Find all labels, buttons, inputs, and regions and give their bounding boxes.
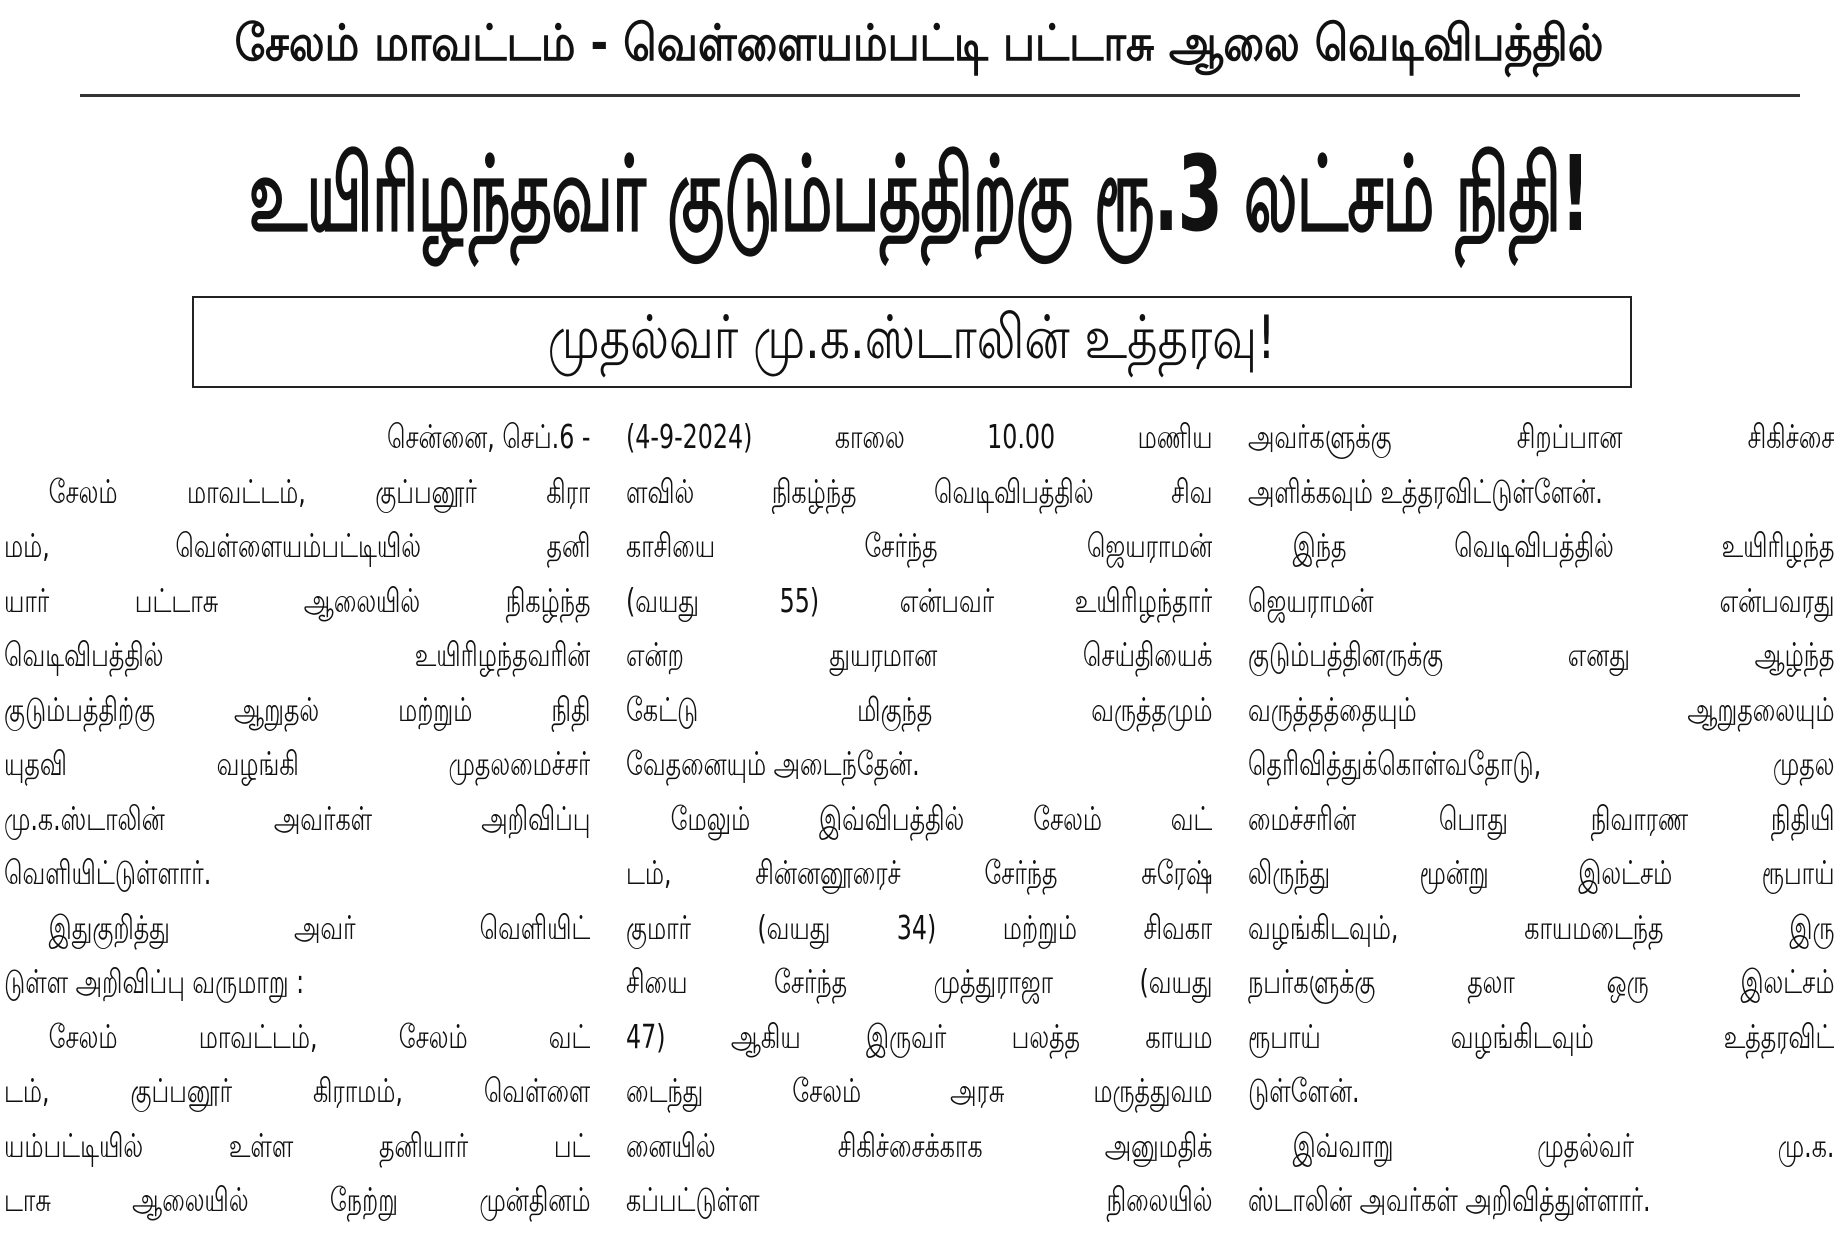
text-line: ளவில் நிகழ்ந்த வெடிவிபத்தில் சிவ xyxy=(626,471,1212,511)
text-line: என்ற துயரமான செய்தியைக் xyxy=(626,635,1212,674)
text-line: வெடிவிபத்தில் உயிரிழந்தவரின் xyxy=(4,635,590,674)
text-line: மு.க.ஸ்டாலின் அவர்கள் அறிவிப்பு xyxy=(4,798,590,838)
text-line: இவ்வாறு முதல்வர் மு.க. xyxy=(1292,1125,1834,1165)
text-line: ஜெயராமன் என்பவரது xyxy=(1248,580,1834,620)
text-line: ரூபாய் வழங்கிடவும் உத்தரவிட் xyxy=(1248,1016,1834,1056)
main-headline: உயிரிழந்தவர் குடும்பத்திற்கு ரூ.3 லட்சம் நிதி! xyxy=(248,133,1590,255)
kicker-divider xyxy=(80,94,1800,97)
text-line: வெளியிட்டுள்ளார். xyxy=(4,853,212,892)
text-line: கேட்டு மிகுந்த வருத்தமும் xyxy=(626,689,1212,729)
text-line: ஸ்டாலின் அவர்கள் அறிவித்துள்ளார். xyxy=(1248,1180,1651,1219)
text-line: டாசு ஆலையில் நேற்று முன்தினம் xyxy=(4,1180,590,1219)
text-line: வழங்கிடவும், காயமடைந்த இரு xyxy=(1248,907,1834,947)
text-line: யுதவி வழங்கி முதலமைச்சர் xyxy=(4,744,590,783)
text-line: டைந்து சேலம் அரசு மருத்துவம xyxy=(626,1071,1212,1110)
text-line: சேலம் மாவட்டம், குப்பனூர் கிரா xyxy=(48,471,590,511)
text-line: னையில் சிகிச்சைக்காக அனுமதிக் xyxy=(626,1125,1212,1165)
subhead-text: முதல்வர் மு.க.ஸ்டாலின் உத்தரவு! xyxy=(547,303,1277,373)
text-line: காசியை சேர்ந்த ஜெயராமன் xyxy=(626,526,1212,565)
text-line: சியை சேர்ந்த முத்துராஜா (வயது xyxy=(626,962,1212,1001)
dateline: சென்னை, செப்.6 - xyxy=(387,417,590,456)
text-line: டுள்ளேன். xyxy=(1248,1071,1360,1110)
kicker-headline: சேலம் மாவட்டம் - வெள்ளையம்பட்டி பட்டாசு ஆலை வெடிவிபத்தில் xyxy=(234,13,1604,72)
text-line: குமார் (வயது 34) மற்றும் சிவகா xyxy=(626,907,1212,947)
text-line: யார் பட்டாசு ஆலையில் நிகழ்ந்த xyxy=(4,580,590,620)
text-line: குடும்பத்திற்கு ஆறுதல் மற்றும் நிதி xyxy=(4,689,590,729)
text-line: டம், குப்பனூர் கிராமம், வெள்ளை xyxy=(4,1071,590,1110)
text-line: (4-9-2024) காலை 10.00 மணிய xyxy=(626,417,1212,456)
text-line: சேலம் மாவட்டம், சேலம் வட் xyxy=(48,1016,590,1056)
article-column-2 xyxy=(626,410,1212,1232)
text-line: டுள்ள அறிவிப்பு வருமாறு : xyxy=(4,962,305,1001)
text-line: டம், சின்னனூரைச் சேர்ந்த சுரேஷ் xyxy=(626,853,1212,892)
article-column-3 xyxy=(1248,410,1834,1232)
text-line: மேலும் இவ்விபத்தில் சேலம் வட் xyxy=(670,798,1212,838)
article-column-1 xyxy=(4,410,590,1232)
text-line: குடும்பத்தினருக்கு எனது ஆழ்ந்த xyxy=(1248,635,1834,674)
text-line: (வயது 55) என்பவர் உயிரிழந்தார் xyxy=(626,580,1212,620)
text-line: நபர்களுக்கு தலா ஒரு இலட்சம் xyxy=(1248,962,1834,1001)
text-line: மம், வெள்ளையம்பட்டியில் தனி xyxy=(4,526,590,565)
text-line: அளிக்கவும் உத்தரவிட்டுள்ளேன். xyxy=(1248,471,1603,511)
text-line: 47) ஆகிய இருவர் பலத்த காயம xyxy=(626,1016,1212,1056)
text-line: இந்த வெடிவிபத்தில் உயிரிழந்த xyxy=(1292,526,1834,565)
text-line: வருத்தத்தையும் ஆறுதலையும் xyxy=(1248,689,1834,729)
text-line: மைச்சரின் பொது நிவாரண நிதியி xyxy=(1248,798,1834,838)
text-line: லிருந்து மூன்று இலட்சம் ரூபாய் xyxy=(1248,853,1834,892)
text-line: வேதனையும் அடைந்தேன். xyxy=(626,744,920,783)
text-line: கப்பட்டுள்ள நிலையில் xyxy=(626,1180,1212,1219)
text-line: யம்பட்டியில் உள்ள தனியார் பட் xyxy=(4,1125,590,1165)
text-line: அவர்களுக்கு சிறப்பான சிகிச்சை xyxy=(1248,417,1834,456)
text-line: தெரிவித்துக்கொள்வதோடு, முதல xyxy=(1248,744,1834,783)
subhead-box xyxy=(192,296,1632,388)
text-line: இதுகுறித்து அவர் வெளியிட் xyxy=(48,907,590,947)
